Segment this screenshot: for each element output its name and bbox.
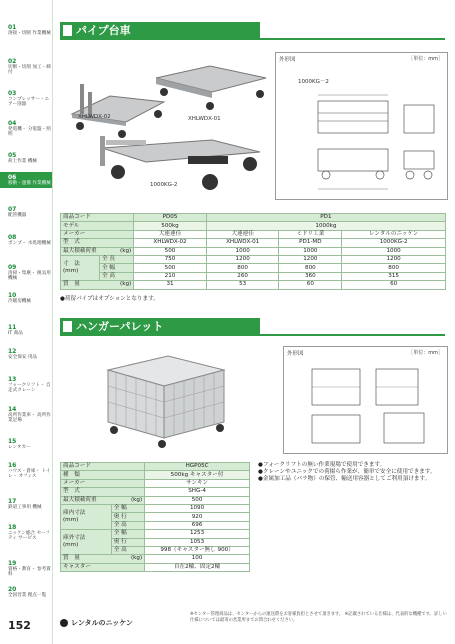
len-cell: 750 (134, 255, 207, 263)
sidebar-item-01[interactable] (0, 22, 52, 38)
sidebar-item-label: 安全保安 用品 (8, 355, 38, 360)
wid-cell: 500 (134, 264, 207, 272)
sidebar-item-label: 高所作業車・ 高所作業足場 (8, 413, 51, 424)
sidebar-item-03[interactable] (0, 88, 52, 110)
outline-drawing-pipe-cart (275, 52, 448, 200)
mass-label-text: 質 量 (63, 555, 80, 562)
sidebar-item-number: 03 (8, 90, 17, 97)
type-label: 型 式 (61, 488, 145, 496)
sidebar-item-number: 08 (8, 234, 17, 241)
title-underline (60, 334, 445, 336)
drawing-lines (284, 347, 447, 453)
load-cell: 1000 (279, 247, 342, 255)
sidebar-item-number: 04 (8, 120, 17, 127)
model-pd05: 500kg (134, 222, 207, 230)
sidebar-item-05[interactable] (0, 150, 52, 166)
sidebar-item-10[interactable] (0, 290, 52, 306)
drawing-unit: ［単位：mm］ (408, 350, 443, 356)
outline-drawing-hanger-pallet (283, 346, 448, 454)
load-cell: 1000 (206, 247, 279, 255)
dim-label-text: 寸 法 (63, 261, 80, 268)
sidebar-item-number: 16 (8, 462, 17, 469)
sidebar-item-label: 荷上作業 機械 (8, 159, 38, 164)
sidebar-item-07[interactable] (0, 204, 52, 220)
wid-cell: 800 (342, 264, 446, 272)
hei-label: 全 高 (100, 272, 134, 280)
section-title-pipe-cart (60, 22, 260, 39)
sidebar-item-number: 19 (8, 560, 17, 567)
sidebar-item-number: 11 (8, 324, 17, 331)
sidebar-item-number: 01 (8, 24, 17, 31)
sidebar-item-number: 07 (8, 206, 17, 213)
sidebar-item-label: 配管機器 (8, 213, 27, 218)
sidebar-item-number: 10 (8, 292, 17, 299)
code-label: 商品コード (61, 463, 145, 471)
drawing-model: 1000KG－2 (298, 79, 329, 85)
inner-len-label: 全 幅 (111, 504, 144, 512)
sidebar-item-09[interactable] (0, 262, 52, 284)
drawing-lines (276, 53, 447, 199)
load-cell: 1000 (342, 247, 446, 255)
load-value: 500 (145, 496, 250, 504)
len-cell: 1200 (342, 255, 446, 263)
inner-dep-label: 奥 行 (111, 513, 144, 521)
sidebar-item-label: 全国営業 拠点一覧 (8, 593, 47, 598)
inner-unit: (mm) (63, 517, 79, 524)
note-line: ●金属加工品（パラ物）の保管、輸送用容器としてご利用頂けます。 (258, 476, 431, 482)
sidebar-item-label: 切断・切削 加工・締付 (8, 65, 51, 76)
len-cell: 1200 (279, 255, 342, 263)
outer-dim-label (61, 530, 112, 555)
mass-cell: 60 (279, 281, 342, 289)
cart-1000kg-2-image (100, 136, 260, 190)
maker-label: メーカー (61, 230, 134, 238)
sidebar-item-18[interactable] (0, 522, 52, 544)
sidebar-item-14[interactable] (0, 404, 52, 426)
mass-cell: 53 (206, 281, 279, 289)
sidebar-item-label: レンタカー (8, 445, 31, 450)
maker-cell: 大連連佳 (134, 230, 207, 238)
sidebar-item-12[interactable] (0, 346, 52, 362)
load-label-text: 最大積載荷重 (63, 247, 97, 254)
outer-label-text: 庫外寸法 (63, 535, 86, 542)
model-label: 種 類 (61, 471, 145, 479)
caster-value: 自在2輪、固定2輪 (145, 563, 250, 571)
note-line: ●クレーンやユニックでの荷揚ら作業が、簡単で安全に使用できます。 (258, 469, 436, 475)
mass-label (61, 281, 134, 289)
type-cell: 1000KG-2 (342, 239, 446, 247)
option-note: ●荷留パイプはオプションとなります。 (60, 296, 159, 302)
type-label: 型 式 (61, 239, 134, 247)
mass-unit: (kg) (130, 555, 143, 562)
note-line: ●フォークリフトの無い作業現場で使用できます。 (258, 462, 386, 468)
type-cell: XHLWDX-02 (134, 239, 207, 247)
hanger-pallet-photo (100, 342, 230, 452)
drawing-label: 外形図 (279, 57, 296, 63)
model-value: 500kg キャスター付 (145, 471, 250, 479)
sidebar-item-label: コンプレッサー・エアー別器 (8, 97, 50, 108)
hanger-notes (258, 462, 446, 483)
drawing-label: 外形図 (287, 351, 304, 357)
maker-cell: ミドリ工業 (279, 230, 342, 238)
load-label (61, 496, 145, 504)
sidebar-item-13[interactable] (0, 374, 52, 396)
sidebar-item-label: ニッケン総合 セーフティ サービス (8, 531, 50, 542)
load-cell: 500 (134, 247, 207, 255)
sidebar-item-label: 鉄道工事用 機械 (8, 505, 42, 510)
title-mark-icon (63, 25, 72, 36)
inner-hei-value: 696 (145, 521, 250, 529)
type-value: SHG-4 (145, 488, 250, 496)
type-cell: PD1-MD (279, 239, 342, 247)
code-label: 商品コード (61, 214, 134, 222)
sidebar-item-label: IT 商品 (8, 331, 23, 336)
mass-label-text: 質 量 (63, 281, 80, 288)
section-title-hanger-pallet (60, 318, 260, 335)
outer-hei-value: 998（キャスター無し 900） (145, 546, 250, 554)
load-unit: (kg) (130, 496, 143, 503)
sidebar-item-02[interactable] (0, 56, 52, 78)
sidebar-item-number: 20 (8, 586, 17, 593)
inner-hei-label: 全 高 (111, 521, 144, 529)
pipe-cart-spec-table (60, 213, 446, 290)
sidebar-item-label: 冷暖房機械 (8, 299, 31, 304)
sidebar-item-19[interactable] (0, 558, 52, 580)
model-pd1: 1000kg (206, 222, 445, 230)
maker-cell: レンタルのニッケン (342, 230, 446, 238)
mass-cell: 60 (342, 281, 446, 289)
code-value: HGP05C (145, 463, 250, 471)
sidebar-item-label: 移動・運搬 作業機械 (8, 181, 51, 186)
sidebar-item-label: 溶接・切断 作業機械 (8, 31, 51, 36)
inner-label-text: 庫内寸法 (63, 510, 86, 517)
load-label (61, 247, 134, 255)
cart-xhlwdx-01-image (156, 66, 266, 110)
sidebar-item-label: ポンプ・ 水処理機械 (8, 241, 51, 246)
logo-mark-icon (60, 619, 68, 627)
sidebar-item-number: 13 (8, 376, 17, 383)
sidebar-item-15[interactable] (0, 436, 52, 452)
sidebar-item-label: 発電機・ 分電盤・照明 (8, 127, 51, 138)
load-unit: (kg) (120, 247, 132, 254)
sidebar-item-number: 09 (8, 264, 17, 271)
sidebar-item-number: 14 (8, 406, 17, 413)
sidebar-item-20[interactable] (0, 584, 52, 600)
sidebar-item-08[interactable] (0, 232, 52, 248)
caption-xhlwdx-01: XHLWDX-01 (188, 116, 221, 122)
sidebar-item-number: 18 (8, 524, 17, 531)
len-cell: 1200 (206, 255, 279, 263)
section-title-text: パイプ台車 (76, 24, 131, 37)
outer-dep-value: 1053 (145, 538, 250, 546)
category-sidebar (0, 0, 53, 644)
code-pd1: PD1 (206, 214, 445, 222)
load-label-text: 最大積載荷重 (63, 496, 97, 503)
title-underline (60, 38, 445, 40)
sidebar-item-label: 清掃・集塵・ 換気用機械 (8, 271, 51, 282)
hei-cell: 260 (206, 272, 279, 280)
footer-note: ※センター管理商品は、センターからの運送費をお客様負担とさせて頂きます。 ※記載されている仕様は、代表的な機種です。詳しい仕様については最寄の営業所までお問合わせください。 (190, 612, 447, 623)
outer-hei-label: 全 高 (111, 546, 144, 554)
sidebar-item-number: 12 (8, 348, 17, 355)
maker-label: メーカー (61, 479, 145, 487)
sidebar-item-number: 15 (8, 438, 17, 445)
sidebar-item-number: 02 (8, 58, 17, 65)
sidebar-item-16[interactable] (0, 460, 52, 482)
wid-cell: 800 (279, 264, 342, 272)
page-number: 152 (8, 619, 31, 632)
outer-unit: (mm) (63, 542, 79, 549)
wid-cell: 800 (206, 264, 279, 272)
section-title-text: ハンガーパレット (76, 320, 164, 333)
sidebar-item-number: 06 (8, 174, 17, 181)
sidebar-item-17[interactable] (0, 496, 52, 512)
sidebar-item-11[interactable] (0, 322, 52, 338)
model-label: モデル (61, 222, 134, 230)
outer-len-label: 全 幅 (111, 530, 144, 538)
sidebar-item-number: 17 (8, 498, 17, 505)
sidebar-item-label: ハウス・倉庫・ トイレ・ オフィス (8, 469, 51, 480)
maker-cell: 大連連佳 (206, 230, 279, 238)
sidebar-item-label: 資格・教育・ 参考資料 (8, 567, 51, 578)
outer-len-value: 1253 (145, 530, 250, 538)
mass-cell: 31 (134, 281, 207, 289)
mass-value: 100 (145, 555, 250, 563)
hanger-pallet-spec-table (60, 462, 250, 572)
wid-label: 全 幅 (100, 264, 134, 272)
type-cell: XHLWDX-01 (206, 239, 279, 247)
inner-dim-label (61, 504, 112, 529)
logo-text: レンタルのニッケン (71, 619, 133, 627)
hei-cell: 360 (279, 272, 342, 280)
drawing-unit: ［単位：mm］ (408, 56, 443, 62)
hei-cell: 210 (134, 272, 207, 280)
dim-label (61, 255, 100, 280)
title-mark-icon (63, 321, 72, 332)
sidebar-item-04[interactable] (0, 118, 52, 140)
sidebar-item-number: 05 (8, 152, 17, 159)
caster-label: キャスター (61, 563, 145, 571)
caption-xhlwdx-02: XHLWDX-02 (78, 114, 111, 120)
maker-value: サンキン (145, 479, 250, 487)
len-label: 全 長 (100, 255, 134, 263)
company-logo (60, 618, 133, 628)
hei-cell: 315 (342, 272, 446, 280)
inner-dep-value: 920 (145, 513, 250, 521)
dim-unit: (mm) (63, 268, 79, 275)
code-pd05: PD05 (134, 214, 207, 222)
caption-1000kg-2: 1000KG-2 (150, 182, 178, 188)
inner-len-value: 1090 (145, 504, 250, 512)
sidebar-item-06[interactable] (0, 172, 52, 188)
outer-dep-label: 奥 行 (111, 538, 144, 546)
mass-label (61, 555, 145, 563)
sidebar-item-label: フォークリフト・ 自走式クレーン (8, 383, 51, 394)
cart-xhlwdx-02-image (72, 84, 164, 138)
mass-unit: (kg) (120, 281, 132, 288)
